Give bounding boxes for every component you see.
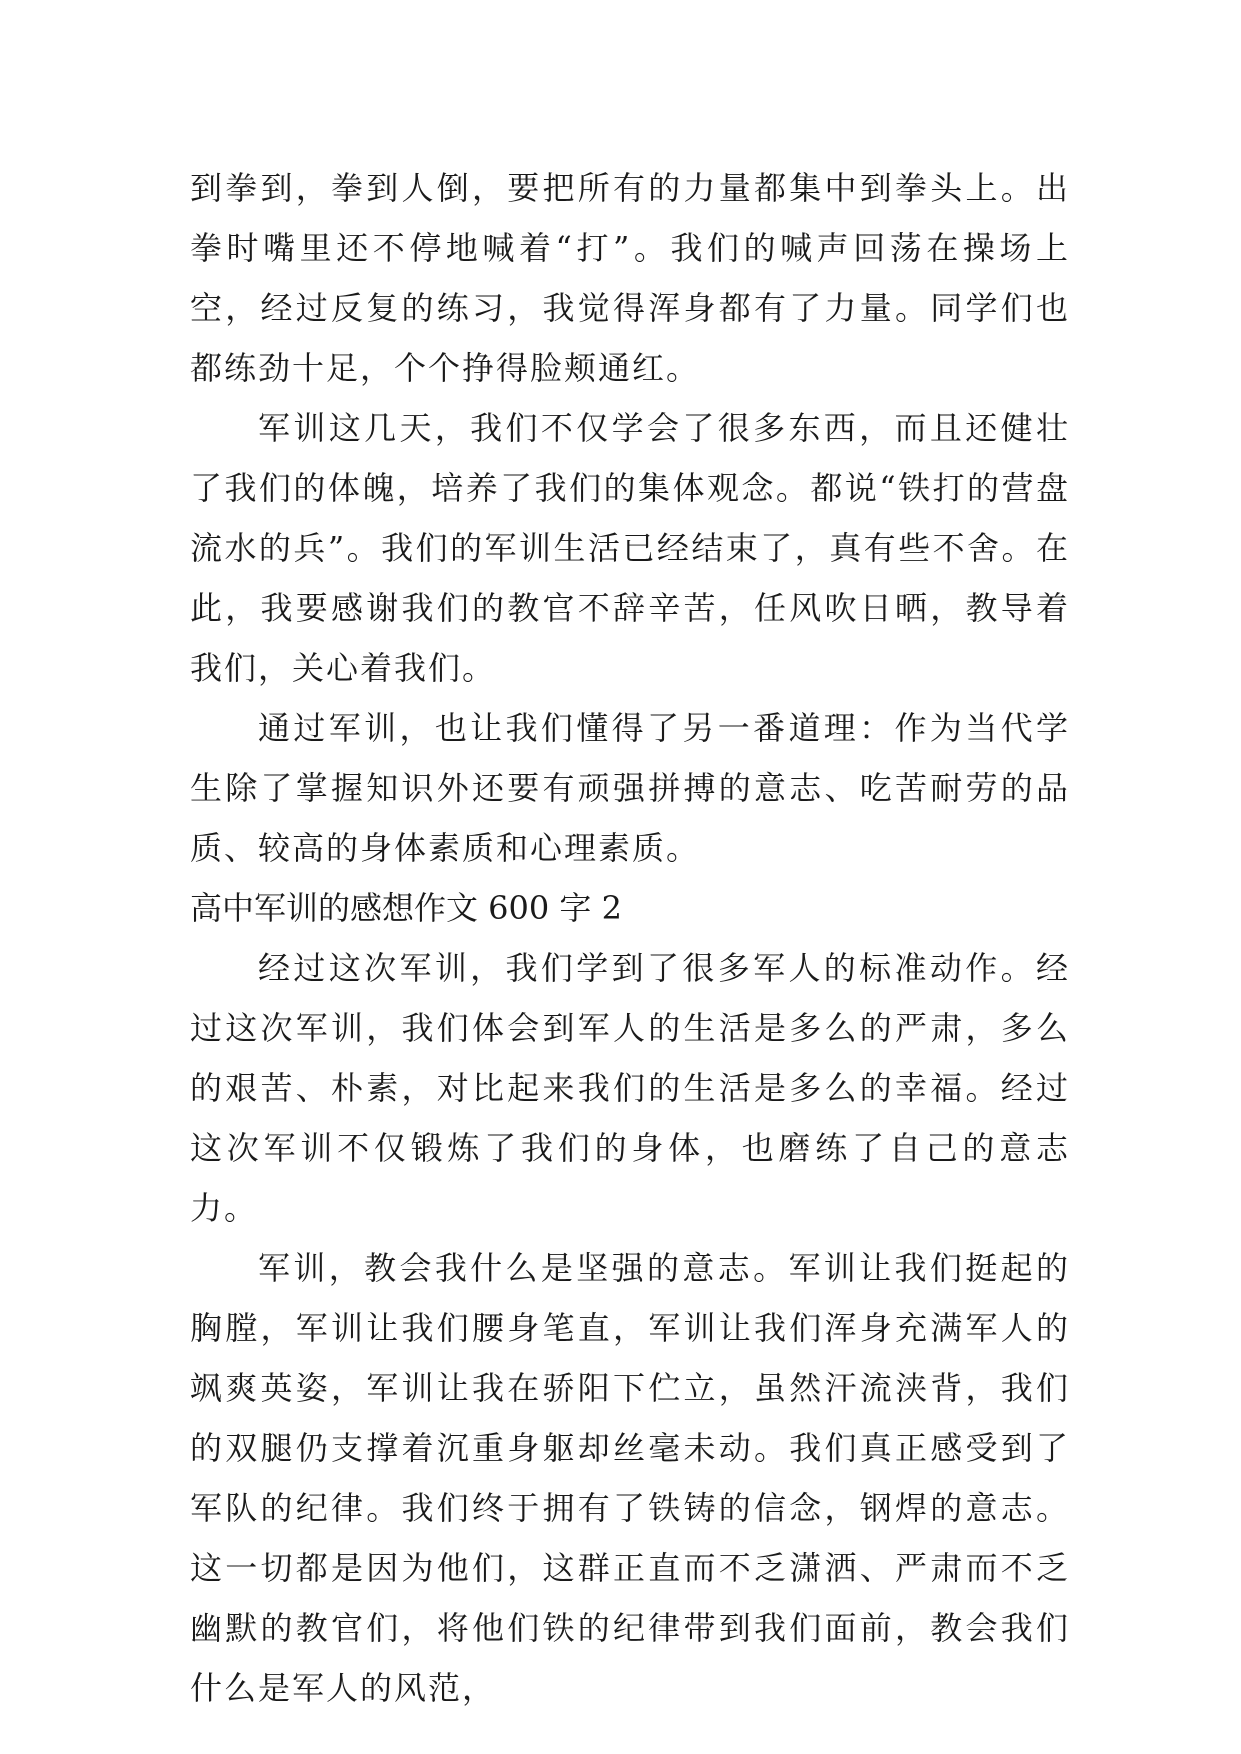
document-body <box>190 158 1070 1718</box>
paragraph-4: 经过这次军训，我们学到了很多军人的标准动作。经过这次军训，我们体会到军人的生活是多么的严肃，多么的艰苦、朴素，对比起来我们的生活是多么的幸福。经过这次军训不仅锻炼了我们的身体，也磨练了自己的意志力。 <box>190 949 1070 1227</box>
paragraph-2: 军训这几天，我们不仅学会了很多东西，而且还健壮了我们的体魄，培养了我们的集体观念。都说“铁打的营盘流水的兵”。我们的军训生活已经结束了，真有些不舍。在此，我要感谢我们的教官不辞辛苦，任风吹日晒，教导着我们，关心着我们。 <box>190 409 1070 687</box>
paragraph-5: 军训，教会我什么是坚强的意志。军训让我们挺起的胸膛，军训让我们腰身笔直，军训让我们浑身充满军人的飒爽英姿，军训让我在骄阳下伫立，虽然汗流浃背，我们的双腿仍支撑着沉重身躯却丝毫未动。我们真正感受到了军队的纪律。我们终于拥有了铁铸的信念，钢焊的意志。这一切都是因为他们，这群正直而不乏潇洒、严肃而不乏幽默的教官们，将他们铁的纪律带到我们面前，教会我们什么是军人的风范， <box>190 1249 1070 1707</box>
paragraph-1: 到拳到，拳到人倒，要把所有的力量都集中到拳头上。出拳时嘴里还不停地喊着“打”。我们的喊声回荡在操场上空，经过反复的练习，我觉得浑身都有了力量。同学们也都练劲十足，个个挣得脸颊通红。 <box>190 169 1070 387</box>
section-heading: 高中军训的感想作文 600 字 2 <box>190 889 622 927</box>
paragraph-3: 通过军训，也让我们懂得了另一番道理：作为当代学生除了掌握知识外还要有顽强拼搏的意志、吃苦耐劳的品质、较高的身体素质和心理素质。 <box>190 709 1070 867</box>
